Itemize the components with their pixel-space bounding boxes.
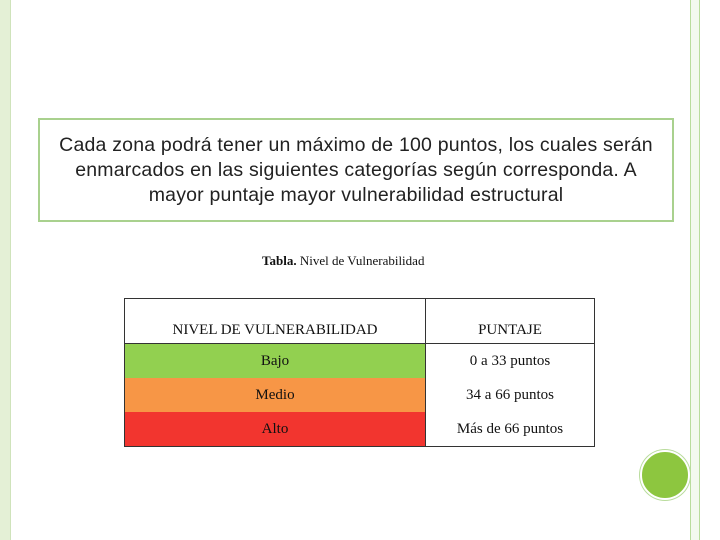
header-level: NIVEL DE VULNERABILIDAD [125,299,426,344]
score-cell-alto: Más de 66 puntos [426,412,595,447]
level-cell-alto: Alto [125,412,426,447]
table-header-row [125,299,595,344]
right-border-decoration [690,0,700,540]
green-circle-decoration [640,450,690,500]
vulnerability-table [124,298,595,447]
level-cell-bajo: Bajo [125,344,426,379]
intro-text: Cada zona podrá tener un máximo de 100 puntos, los cuales serán enmarcados en las siguientes categorías según corresponda. A mayor puntaje mayor vulnerabilidad estructural [59,133,653,206]
table-caption-label: Tabla. [262,253,297,268]
score-cell-bajo: 0 a 33 puntos [426,344,595,379]
table-row-medio [125,378,595,412]
table-row-bajo [125,344,595,379]
level-cell-medio: Medio [125,378,426,412]
table-caption-text: Nivel de Vulnerabilidad [299,253,425,268]
left-border-decoration [0,0,11,540]
table-row-alto [125,412,595,447]
intro-text-box [38,118,674,222]
score-cell-medio: 34 a 66 puntos [426,378,595,412]
table-caption [262,253,424,269]
header-score: PUNTAJE [426,299,595,344]
